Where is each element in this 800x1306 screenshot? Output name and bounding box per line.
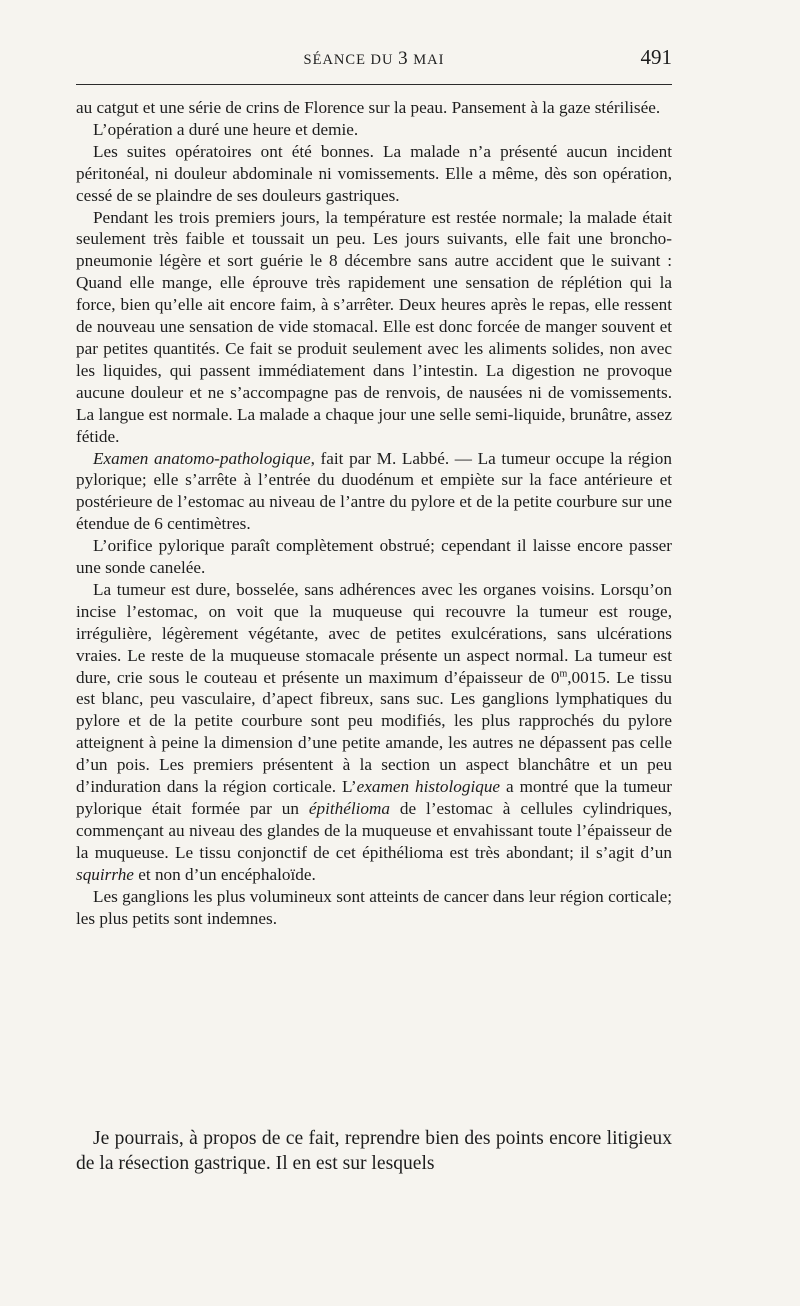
- paragraph-7-part-a: La tumeur est dure, bosselée, sans adhérences avec les organes voisins. Lorsqu’on incise l’estomac, on voit que la muqueuse qui recouvre la tumeur est rouge, irrégulière, légèrement végétante, avec de petites exulcérations, sans ulcérations vraies. Le reste de la muqueuse stomacale présente un aspect normal. La tumeur est dure, crie sous le couteau et présente un maximum d’épaisseur de 0: [76, 579, 672, 687]
- page-number: 491: [640, 45, 672, 69]
- running-title-month: MAI: [413, 52, 445, 68]
- paragraph-1: au catgut et une série de crins de Florence sur la peau. Pansement à la gaze stérilisée.: [76, 98, 661, 117]
- paragraph-7-part-d: de l’estomac à cellules cylindriques, commençant au niveau des glandes de la muqueuse et envahissant toute l’épaisseur de la muqueuse. Le tissu conjonctif de cet épithélioma est très abondant; il s’agit d’un: [76, 799, 672, 862]
- running-header: [76, 44, 672, 72]
- unit-superscript: m: [559, 667, 568, 679]
- paragraph-7-part-b: ,0015. Le tissu est blanc, peu vasculaire, d’apect fibreux, sans suc. Les ganglions lymphatiques du pylore et de la petite courbure sont peu modifiés, les plus rapprochés du pylore atteignent à peine la dimension d’une petite amande, les autres ne dépassent pas celle d’un pois. Les premiers présentent à la section un aspect blanchâtre et un peu d’induration dans la région corticale. L’: [76, 667, 672, 797]
- paragraph-3: Les suites opératoires ont été bonnes. La malade n’a présenté aucun incident péritonéal, ni douleur abdominale ni vomissements. Elle a même, dès son opération, cessé de se plaindre de ses douleurs gastriques.: [76, 141, 672, 205]
- running-title-prefix: SÉANCE DU: [303, 52, 394, 68]
- paragraph-7-part-c: a montré que la tumeur pylorique était formée par un: [76, 777, 673, 818]
- closing-text: [76, 1126, 672, 1176]
- body-text: [76, 97, 672, 929]
- term-squirrhe: squirrhe: [76, 864, 134, 884]
- paragraph-4: Pendant les trois premiers jours, la température est restée normale; la malade était seulement très faible et toussait un peu. Les jours suivants, elle fait une broncho-pneumonie légère et sort guérie le 8 décembre sans autre accident que le suivant : Quand elle mange, elle éprouve très rapidement une sensation de réplétion qui la force, bien qu’elle ait encore faim, à s’arrêter. Deux heures après le repas, elle ressent de nouveau une sensation de vide stomacal. Elle est donc forcée de manger souvent et par petites quantités. Ce fait se produit seulement avec les aliments solides, non avec les liquides, qui passent immédiatement dans l’intestin. La digestion ne provoque aucune douleur et ne s’accompagne pas de renvois, de nausées ni de vomissements. La langue est normale. La malade a chaque jour une selle semi-liquide, brunâtre, assez fétide.: [76, 207, 672, 446]
- header-rule: [76, 84, 672, 85]
- term-epithelioma: épithélioma: [308, 799, 390, 818]
- section-heading-anatomo: Examen anatomo-pathologique: [93, 448, 311, 468]
- running-title-day: 3: [398, 48, 409, 69]
- term-examen-histologique: examen histologique: [356, 777, 501, 797]
- closing-paragraph: Je pourrais, à propos de ce fait, reprendre bien des points encore litigieux de la résection gastrique. Il en est sur lesquels: [76, 1128, 672, 1174]
- paragraph-5: [76, 448, 672, 536]
- paragraph-7-part-e: et non d’un encéphaloïde.: [133, 864, 316, 884]
- paragraph-8: Les ganglions les plus volumineux sont atteints de cancer dans leur région corticale; les plus petits sont indemnes.: [76, 886, 672, 928]
- paragraph-5-text: , fait par M. Labbé. — La tumeur occupe la région pylorique; elle s’arrête à l’entrée du duodénum et empiète sur la face antérieure et postérieure de l’estomac au niveau de l’antre du pylore et de la petite courbure sur une étendue de 6 centimètres.: [76, 448, 672, 534]
- running-title: [76, 48, 672, 70]
- paragraph-2: L’opération a duré une heure et demie.: [93, 119, 359, 139]
- paragraph-7: [76, 579, 672, 886]
- paragraph-6: L’orifice pylorique paraît complètement obstrué; cependant il laisse encore passer une sonde canelée.: [76, 536, 672, 578]
